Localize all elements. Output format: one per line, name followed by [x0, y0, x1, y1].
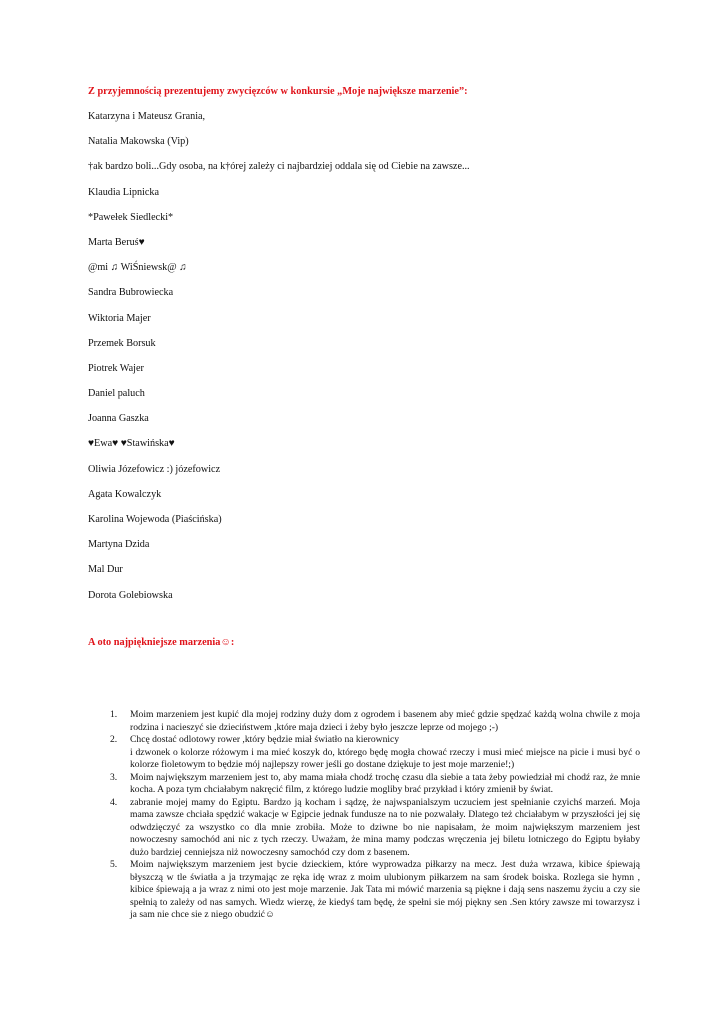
winner-name: Daniel paluch: [88, 388, 145, 400]
dream-text: i dzwonek o kolorze różowym i ma mieć koszyk do, którego będę mogła chować rzeczy i musi mieć miejsce na picie i musi być o kolorze fioletowym to będzie mój najlepszy rower jeśli go dostane dziękuje to jest moje marzenie!;): [130, 746, 640, 770]
winner-name: Marta Beruś♥: [88, 236, 145, 248]
dream-number: 1.: [110, 709, 118, 720]
dream-text: Moim największym marzeniem jest bycie dzieckiem, które wyprowadza piłkarzy na mecz. Jest duża wrzawa, kibice śpiewają błyszczą w tle światła a ja trzymając ze ręka idę wraz z moim ulubionym piłkarzem na sam środek boiska. Rozlega sie hymn , kibice śpiewają a ja wraz z nimi oto jest moje marzenie. Jak Tata mi mówić marzenia są piękne i dają sens naszemu życiu a czy sie spełnią to zależy od nas samych. Wiedz wierzę, że kiedyś tam będę, że spełni sie mój piękny sen .Sen który zawsze mi towarzysz i ja sam nie chce sie z niego obudzić☺: [130, 859, 640, 920]
winner-name: Dorota Golebiowska: [88, 589, 173, 601]
dream-text: Moim największym marzeniem jest to, aby mama miała chodź trochę czasu dla siebie a tata żeby powiedział mi chodź raz, że mnie kocha. A poza tym chciałabym nakręcić film, z którego ludzie mogliby brać przykład i który zmienił by świat.: [130, 771, 640, 795]
winner-name: Karolina Wojewoda (Piaścińska): [88, 514, 222, 525]
winner-name: *Pawełek Siedlecki*: [88, 211, 174, 223]
dream-text: Chcę dostać odlotowy rower ,który będzie miał światło na kierownicy: [130, 734, 400, 745]
winner-name: Oliwia Józefowicz :) józefowicz: [88, 463, 221, 475]
winner-name: Natalia Makowska (Vip): [88, 136, 189, 148]
winner-name: Piotrek Wajer: [88, 362, 144, 374]
dream-number: 3.: [110, 771, 118, 783]
dream-text: zabranie mojej mamy do Egiptu. Bardzo ją kocham i sądzę, że najwspanialszym uczuciem jest spełnianie czyichś marzeń. Moja mama zawsze chciała spędzić wakacje w Egipcie jednak fundusze na to nie pozwalały. Dlatego też chciałabym w przyszłości jej się odwdzięczyć za wszystko co dla mnie zrobiła. Może to dziwne bo nie napisałam, że moim największym marzeniem jest nowoczesny samochód ani nic z tych rzeczy. Uważam, że mina mamy podczas wręczenia jej biletu lotniczego do Egiptu byłaby dużo bardziej cenniejsza niż nowoczesny samochód czy dom z basenem.: [130, 796, 640, 858]
winner-name: Agata Kowalczyk: [88, 488, 162, 500]
winner-name: Sandra Bubrowiecka: [88, 287, 174, 299]
dream-number: 5.: [110, 859, 118, 870]
winner-name: Martyna Dzida: [88, 539, 150, 551]
winner-name: ♥Ewa♥ ♥Stawińska♥: [88, 438, 175, 450]
winner-name: Katarzyna i Mateusz Grania,: [88, 111, 206, 122]
dream-item: [88, 859, 640, 922]
dream-number: 2.: [110, 734, 118, 745]
winner-name: Wiktoria Majer: [88, 312, 151, 324]
dream-item: [88, 797, 640, 860]
winner-name: Mal Dur: [88, 564, 123, 576]
dream-item: [88, 709, 640, 734]
winner-name: †ak bardzo boli...Gdy osoba, na k†órej zależy ci najbardziej oddala się od Ciebie na zawsze...: [88, 161, 470, 173]
dreams-heading: A oto najpiękniejsze marzenia☺:: [88, 637, 235, 648]
dream-number: 4.: [110, 796, 118, 808]
winners-heading: Z przyjemnością prezentujemy zwycięzców w konkursie „Moje największe marzenie”:: [88, 86, 468, 97]
winner-name: Przemek Borsuk: [88, 337, 156, 349]
dream-text: Moim marzeniem jest kupić dla mojej rodziny duży dom z ogrodem i basenem aby mieć gdzie spędzać każdą wolna chwile z moja rodzina i nacieszyć sie dzieciństwem ,które maja dzieci i żeby było jeszcze leprze od mojego ;-): [130, 709, 640, 733]
dreams-list: [88, 709, 640, 922]
dream-item: [88, 772, 640, 797]
winners-list: [88, 111, 688, 615]
winner-name: Joanna Gaszka: [88, 413, 149, 425]
dream-item: [88, 734, 640, 772]
winner-name: Klaudia Lipnicka: [88, 186, 160, 198]
winner-name: @mi ♫ WiŚniewsk@ ♫: [88, 262, 187, 274]
